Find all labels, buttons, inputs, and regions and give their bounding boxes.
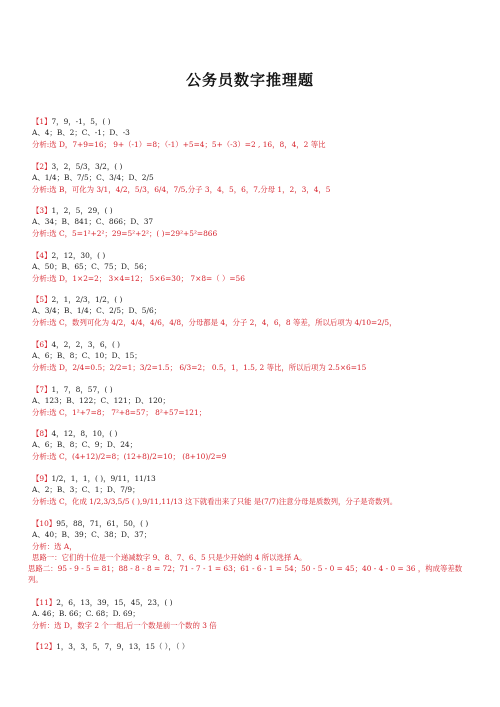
question-options: A. 46；B. 66；C. 68；D. 69； — [32, 609, 140, 619]
question-3 — [32, 205, 476, 239]
question-number: 【9】 — [32, 474, 52, 483]
question-8 — [32, 428, 476, 462]
question-stem: 2，12，30，( ) — [51, 251, 106, 260]
question-options: A、3/4；B、1/4；C、2/5；D、5/6； — [32, 306, 162, 316]
question-analysis: 分析:选 C，数列可化为 4/2，4/4，4/6，4/8，分母都是 4，分子 2，4，6，8 等差，所以后项为 4/10=2/5， — [32, 317, 397, 327]
question-options: A、123；B、122；C、121；D、120； — [32, 396, 170, 406]
question-analysis: 分析:选 C，1²+7=8； 7²+8=57； 8²+57=121； — [32, 407, 207, 417]
question-number: 【1】 — [32, 117, 52, 126]
question-analysis: 分析:选 C，化成 1/2,3/3,5/5 ( ),9/11,11/13 这下就看出来了只能 是(7/7)注意分母是质数列，分子是奇数列。 — [32, 496, 398, 506]
question-number: 【4】 — [32, 251, 52, 260]
question-number: 【10】 — [32, 519, 57, 528]
question-number: 【12】 — [32, 642, 57, 651]
question-number: 【11】 — [32, 598, 57, 607]
question-stem: 7，9，-1，5，( ) — [51, 117, 111, 126]
question-stem: 1，7，8，57，( ) — [51, 385, 113, 394]
question-stem: 2，1，2/3，1/2，( ) — [51, 295, 123, 304]
page-title: 公务员数字推理题 — [185, 71, 314, 89]
question-number: 【7】 — [32, 385, 52, 394]
question-options: A、50；B、65；C、75；D、56； — [32, 262, 152, 272]
question-options: A、6；B、8；C、10；D、15； — [32, 351, 142, 361]
question-analysis: 分析：选 A， — [32, 541, 77, 551]
question-number: 【5】 — [32, 295, 52, 304]
question-stem: 95，88，71，61，50，( ) — [56, 519, 149, 528]
question-6 — [32, 339, 476, 373]
question-analysis: 分析：选 D，数字 2 个一组,后一个数是前一个数的 3 倍 — [32, 620, 217, 630]
question-options: A、40；B、39；C、38；D、37； — [32, 530, 152, 540]
question-9 — [32, 473, 476, 507]
question-analysis: 分析:选 D，1×2=2； 3×4=12； 5×6=30； 7×8=（ ）=56 — [32, 273, 245, 283]
question-number: 【6】 — [32, 340, 52, 349]
question-idea-1: 思路一：它们的十位是一个递减数字 9、8、7、6、5 只是少开始的 4 所以选择 A。 — [32, 552, 307, 562]
question-number: 【3】 — [32, 206, 52, 215]
question-number: 【8】 — [32, 429, 52, 438]
question-stem: 3，2，5/3，3/2，( ) — [51, 162, 123, 171]
question-analysis: 分析:选 D，7+9=16； 9+（-1）=8；（-1）+5=4；5+（-3）=2 , 16，8，4，2 等比 — [32, 139, 326, 149]
question-7 — [32, 384, 476, 418]
question-stem: 1，2，5，29，( ) — [51, 206, 113, 215]
question-analysis: 分析:选 D，2/4=0.5；2/2=1；3/2=1.5； 6/3=2； 0.5，1，1.5, 2 等比，所以后项为 2.5×6=15 — [32, 362, 367, 372]
question-1 — [32, 116, 476, 150]
question-options: A、34；B、841；C、866；D、37 — [32, 217, 154, 227]
question-10 — [28, 518, 476, 586]
question-analysis: 分析:选 B，可化为 3/1，4/2，5/3，6/4，7/5,分子 3，4，5，6，7,分母 1，2，3，4，5 — [32, 184, 331, 194]
question-stem: 1/2，1，1，( )，9/11，11/13 — [51, 474, 156, 483]
question-options: A、4；B、2；C、-1；D、-3 — [32, 128, 130, 138]
question-number: 【2】 — [32, 162, 52, 171]
question-analysis: 分析:选 C，(4+12)/2=8；(12+8)/2=10； (8+10)/2=9 — [32, 451, 227, 461]
question-options: A、1/4；B、7/5；C、3/4；D、2/5 — [32, 173, 154, 183]
question-stem: 1，3，3，5，7，9，13，15（ ），（ ） — [56, 642, 190, 651]
question-2 — [32, 161, 476, 195]
question-5 — [32, 294, 476, 328]
question-stem: 4，2，2，3，6，( ) — [51, 340, 121, 349]
question-12 — [32, 641, 476, 652]
question-options: A、6；B、8；C、9；D、24； — [32, 440, 137, 450]
question-4 — [32, 250, 476, 284]
question-analysis: 分析:选 C，5=1²+2²；29=5²+2²；( )=29²+5²=866 — [32, 228, 218, 238]
question-idea-2: 思路二：95 - 9 - 5 = 81；88 - 8 - 8 = 72；71 - 7 - 1 = 63；61 - 6 - 1 = 54；50 - 5 - 0 = 45；40 - 4 - 0 = 36 ，构成等差数列。 — [28, 564, 463, 585]
question-options: A、2；B、3；C、1；D、7/9； — [32, 485, 140, 495]
question-11 — [32, 597, 476, 631]
question-stem: 2，6，13，39，15，45，23，( ) — [56, 598, 173, 607]
question-stem: 4，12，8，10，( ) — [51, 429, 118, 438]
